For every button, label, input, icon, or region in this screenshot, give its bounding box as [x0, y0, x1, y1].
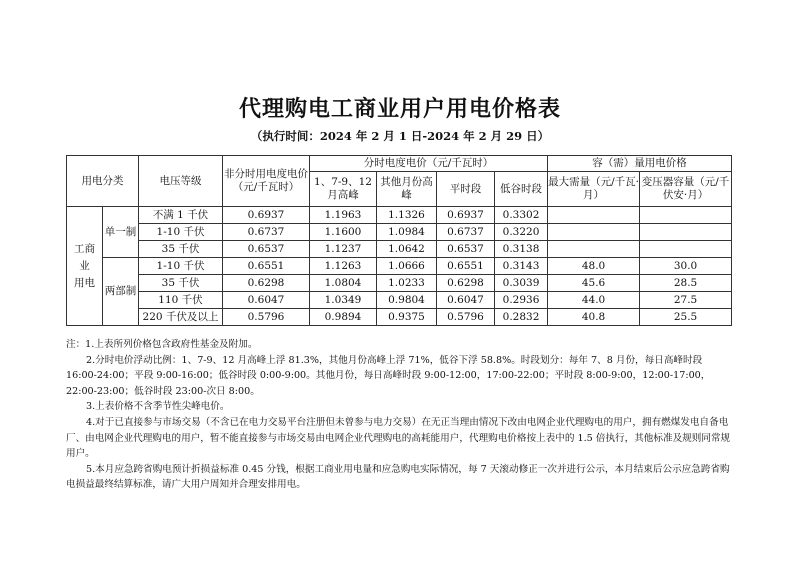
- valley-cell: 0.3138: [495, 241, 548, 258]
- mid-cell: 0.6737: [437, 224, 495, 241]
- max-demand-cell: [548, 207, 640, 224]
- transformer-cell: 25.5: [640, 309, 732, 326]
- note-1: 注：1.上表所列价格包含政府性基金及附加。: [66, 339, 258, 350]
- header-category: 用电分类: [67, 156, 139, 207]
- note-2: 2.分时电价浮动比例：1、7-9、12 月高峰上浮 81.3%，其他月份高峰上浮 71%，低谷下浮 58.8%。时段划分：每年 7、8 月份，每日高峰时段 16:00-24:00；平段 9:00-16:00；低谷时段 0:00-9:00。其他月份，每日高峰时段 9:00-12:00，17:00-22:00；平时段 8:00-9:00，12:00-17:00，22:00-23:00；低谷时段 23:00-次日 8:00。: [66, 354, 711, 397]
- header-mid: 平时段: [437, 172, 495, 207]
- header-valley: 低谷时段: [495, 172, 548, 207]
- peak-special-cell: 1.1963: [310, 207, 377, 224]
- mid-cell: 0.6047: [437, 292, 495, 309]
- header-max-demand: 最大需量（元/千瓦·月）: [548, 172, 640, 207]
- voltage-cell: 35 千伏: [139, 241, 223, 258]
- header-voltage: 电压等级: [139, 156, 223, 207]
- max-demand-cell: [548, 224, 640, 241]
- header-tou-group: 分时电度电价（元/千瓦时）: [310, 156, 548, 172]
- valley-cell: 0.3302: [495, 207, 548, 224]
- peak-special-cell: 1.0349: [310, 292, 377, 309]
- voltage-cell: 1-10 千伏: [139, 258, 223, 275]
- peak-special-cell: 1.1263: [310, 258, 377, 275]
- note-4: 4.对于已直接参与市场交易（不含已在电力交易平台注册但未曾参与电力交易）在无正当理由情况下改由电网企业代理购电的用户，拥有燃煤发电自备电厂、由电网企业代理购电的用户，暂不能直接参与市场交易由电网企业代理购电的高耗能用户，代理购电价格按上表中的 1.5 倍执行，其他标准及规则同常规用户。: [66, 416, 731, 460]
- voltage-cell: 220 千伏及以上: [139, 309, 223, 326]
- category-line: 用电: [74, 276, 95, 289]
- flat-price-cell: 0.5796: [223, 309, 310, 326]
- voltage-cell: 1-10 千伏: [139, 224, 223, 241]
- flat-price-cell: 0.6937: [223, 207, 310, 224]
- peak-special-cell: 1.1600: [310, 224, 377, 241]
- note-3: 3.上表价格不含季节性尖峰电价。: [86, 401, 230, 413]
- notes-section: [66, 337, 734, 493]
- header-capacity-group: 容（需）量用电价格: [548, 156, 732, 172]
- peak-other-cell: 1.1326: [377, 207, 437, 224]
- flat-price-cell: 0.6737: [223, 224, 310, 241]
- flat-price-cell: 0.6298: [223, 275, 310, 292]
- peak-other-cell: 1.0984: [377, 224, 437, 241]
- flat-price-cell: 0.6551: [223, 258, 310, 275]
- transformer-cell: [640, 224, 732, 241]
- flat-price-cell: 0.6537: [223, 241, 310, 258]
- effective-period: （执行时间：2024 年 2 月 1 日-2024 年 2 月 29 日）: [250, 129, 550, 143]
- transformer-cell: [640, 241, 732, 258]
- category-line: 业: [79, 259, 90, 272]
- max-demand-cell: 48.0: [548, 258, 640, 275]
- transformer-cell: 28.5: [640, 275, 732, 292]
- mid-cell: 0.6537: [437, 241, 495, 258]
- mid-cell: 0.6937: [437, 207, 495, 224]
- peak-other-cell: 0.9804: [377, 292, 437, 309]
- header-transformer: 变压器容量（元/千伏安·月）: [640, 172, 732, 207]
- valley-cell: 0.3220: [495, 224, 548, 241]
- transformer-cell: 30.0: [640, 258, 732, 275]
- header-peak-other: 其他月份高峰: [377, 172, 437, 207]
- peak-other-cell: 1.0642: [377, 241, 437, 258]
- peak-special-cell: 1.0804: [310, 275, 377, 292]
- max-demand-cell: [548, 241, 640, 258]
- category-line: 工商: [74, 242, 95, 255]
- mid-cell: 0.5796: [437, 309, 495, 326]
- transformer-cell: [640, 207, 732, 224]
- flat-price-cell: 0.6047: [223, 292, 310, 309]
- voltage-cell: 不满 1 千伏: [139, 207, 223, 224]
- peak-special-cell: 0.9894: [310, 309, 377, 326]
- valley-cell: 0.2936: [495, 292, 548, 309]
- valley-cell: 0.2832: [495, 309, 548, 326]
- mid-cell: 0.6298: [437, 275, 495, 292]
- header-peak-special: 1、7-9、12 月高峰: [310, 172, 377, 207]
- max-demand-cell: 44.0: [548, 292, 640, 309]
- dual-system-cell: 两部制: [103, 258, 139, 326]
- single-system-cell: 单一制: [103, 207, 139, 258]
- voltage-cell: 35 千伏: [139, 275, 223, 292]
- peak-other-cell: 1.0233: [377, 275, 437, 292]
- voltage-cell: 110 千伏: [139, 292, 223, 309]
- peak-other-cell: 1.0666: [377, 258, 437, 275]
- header-flat-price: 非分时用电度电价（元/千瓦时）: [223, 156, 310, 207]
- transformer-cell: 27.5: [640, 292, 732, 309]
- peak-other-cell: 0.9375: [377, 309, 437, 326]
- max-demand-cell: 45.6: [548, 275, 640, 292]
- page-title: 代理购电工商业用户用电价格表: [238, 96, 561, 122]
- valley-cell: 0.3039: [495, 275, 548, 292]
- mid-cell: 0.6551: [437, 258, 495, 275]
- max-demand-cell: 40.8: [548, 309, 640, 326]
- price-table: [66, 155, 732, 326]
- valley-cell: 0.3143: [495, 258, 548, 275]
- category-cell: [67, 207, 103, 326]
- peak-special-cell: 1.1237: [310, 241, 377, 258]
- note-5: 5.本月应急跨省购电预计折损益标准 0.45 分钱，根据工商业用电量和应急购电实际情况，每 7 天滚动修正一次并进行公示，本月结束后公示应急跨省购电损益最终结算标准，请广大用户周知并合理安排用电。: [66, 463, 730, 491]
